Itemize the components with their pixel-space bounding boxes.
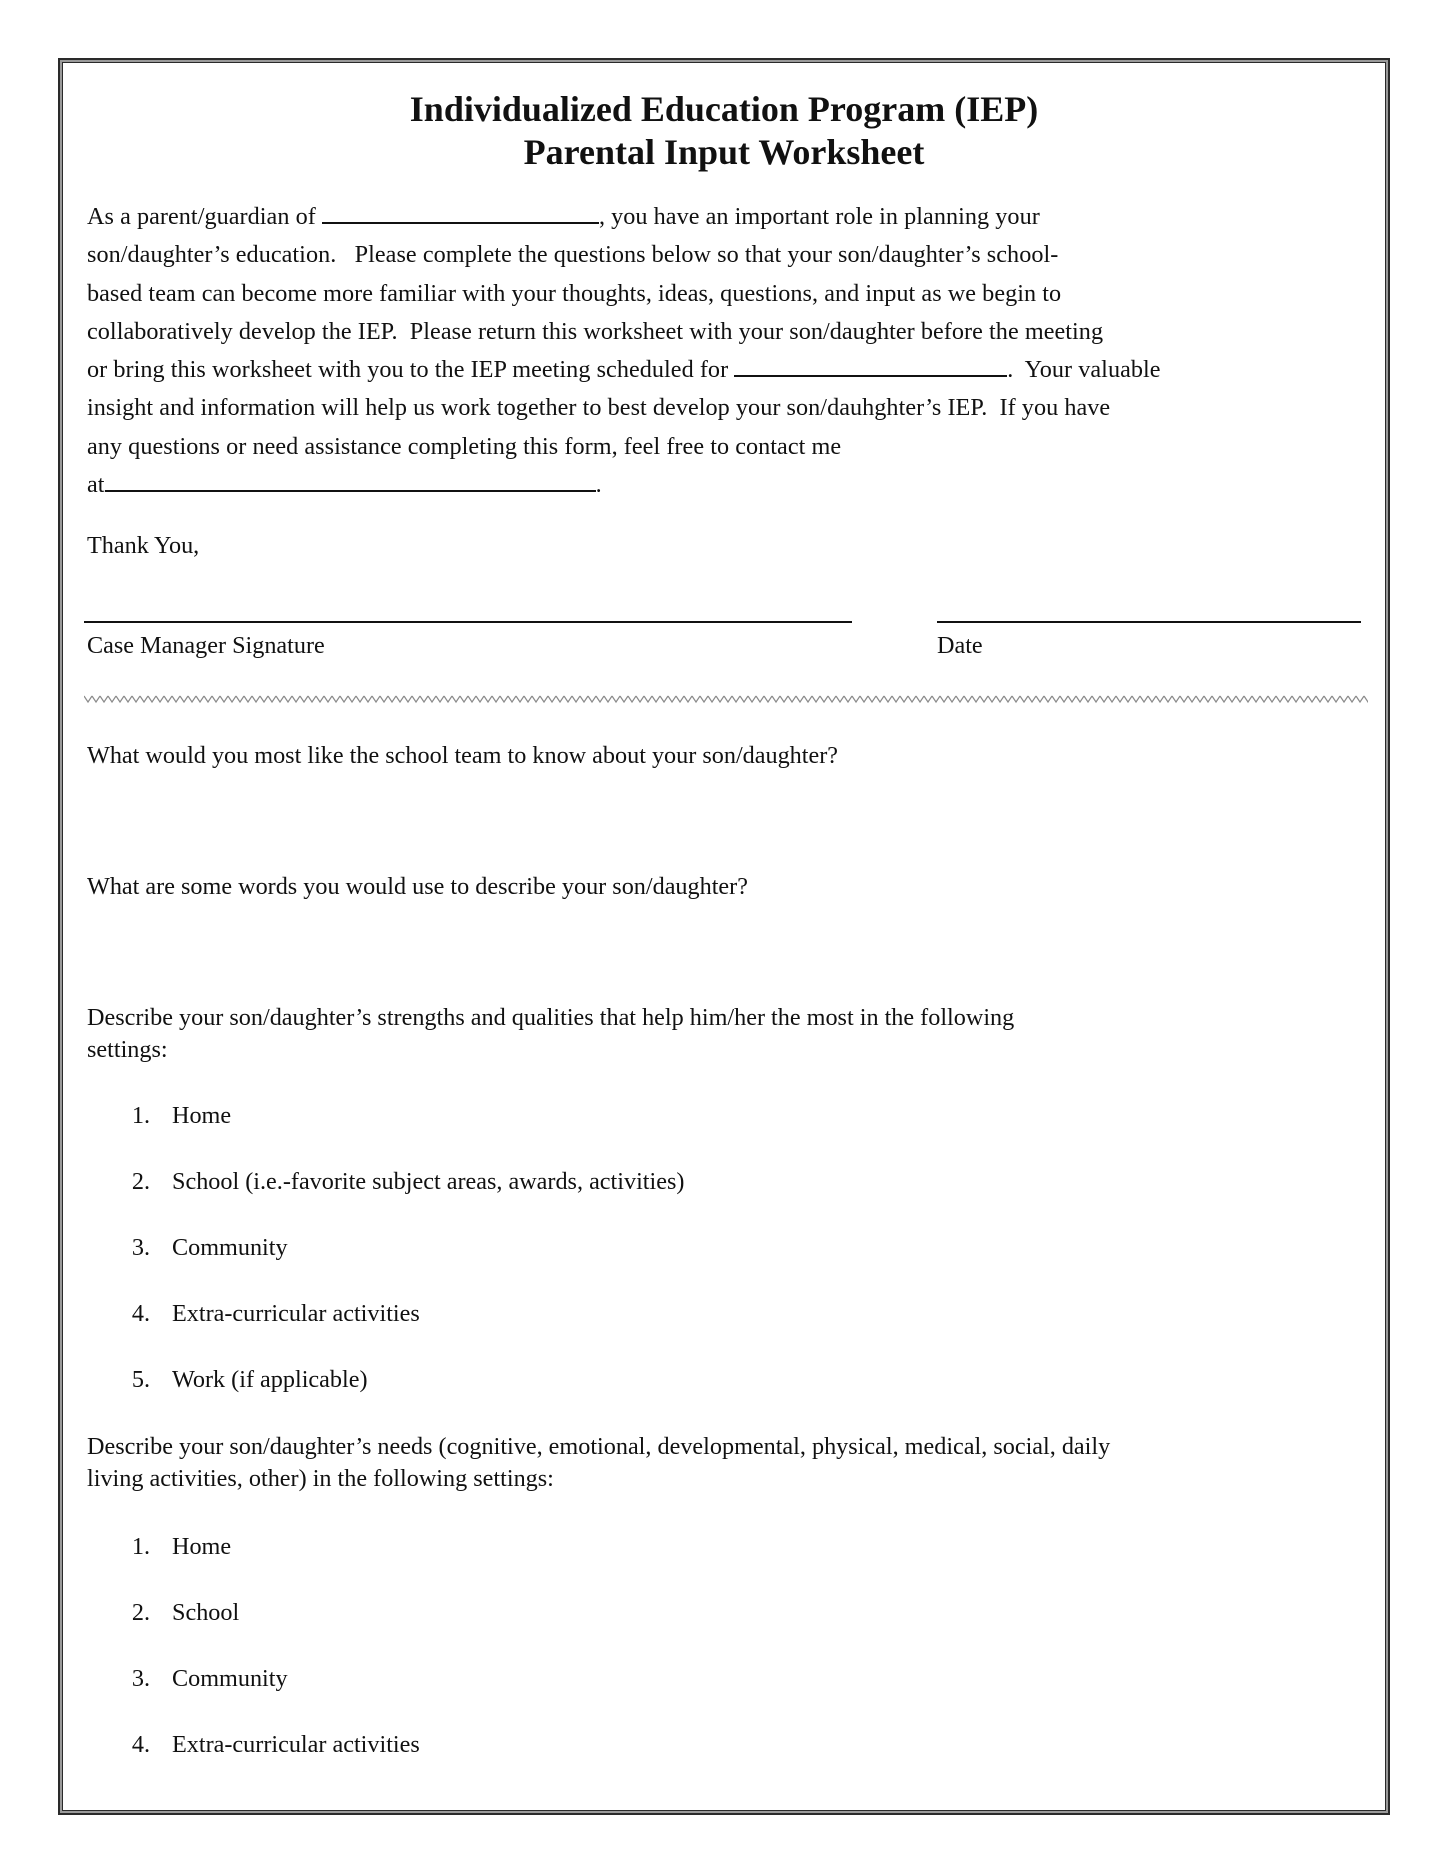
date-label: Date — [937, 632, 983, 659]
intro-line-3: based team can become more familiar with your thoughts, ideas, questions, and input as we begin to — [87, 279, 1062, 307]
intro-line-6: insight and information will help us work together to best develop your son/dauhghter’s IEP. If you have — [87, 394, 1111, 422]
intro-line-4: collaboratively develop the IEP. Please return this worksheet with your son/daughter before the meeting — [87, 317, 1104, 345]
document-title: Individualized Education Program (IEP) — [409, 89, 1039, 129]
signature-label: Case Manager Signature — [87, 632, 325, 659]
intro-line-7: any questions or need assistance completing this form, feel free to contact me — [87, 432, 842, 460]
closing-text: Thank You, — [87, 532, 200, 559]
contact-info-blank[interactable] — [105, 470, 596, 492]
question-4-line-2: living activities, other) in the following settings: — [87, 1465, 554, 1492]
question-2: What are some words you would use to describe your son/daughter? — [87, 873, 748, 900]
intro-line-1: As a parent/guardian of , you have an important role in planning your — [87, 203, 1040, 230]
student-name-blank[interactable] — [322, 202, 599, 224]
intro-paragraph — [87, 198, 1377, 504]
zigzag-divider — [84, 693, 1368, 705]
question-1: What would you most like the school team to know about your son/daughter? — [87, 742, 839, 769]
date-line[interactable] — [937, 621, 1361, 623]
intro-line-2: son/daughter’s education. Please complete the questions below so that your son/daughter’s school- — [87, 241, 1059, 269]
signature-line[interactable] — [84, 621, 852, 623]
document-subtitle: Parental Input Worksheet — [523, 132, 925, 172]
question-3-line-1: Describe your son/daughter’s strengths and qualities that help him/her the most in the following — [87, 1004, 1015, 1031]
intro-line-5: or bring this worksheet with you to the IEP meeting scheduled for . Your valuable — [87, 356, 1161, 384]
question-3-line-2: settings: — [87, 1036, 168, 1063]
intro-line-8: at . — [87, 471, 602, 499]
meeting-date-blank[interactable] — [734, 355, 1007, 377]
question-4-line-1: Describe your son/daughter’s needs (cognitive, emotional, developmental, physical, medical, social, daily — [87, 1433, 1111, 1460]
